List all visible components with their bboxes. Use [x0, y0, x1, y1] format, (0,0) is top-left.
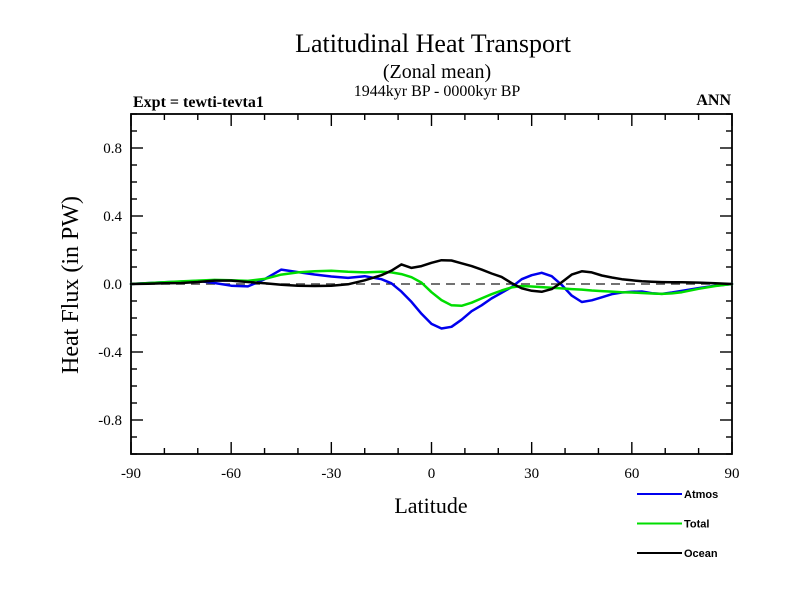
y-tick-label: -0.4 — [98, 345, 122, 361]
x-tick-label: -60 — [221, 466, 242, 482]
x-tick-label: 60 — [624, 466, 640, 482]
series-line-ocean — [131, 260, 732, 292]
chart-subtitle: (Zonal mean) — [382, 61, 492, 83]
x-tick-label: 30 — [524, 466, 540, 482]
x-axis-title: Latitude — [394, 493, 468, 518]
legend-item-total — [637, 519, 709, 531]
chart-period-label: 1944kyr BP - 0000kyr BP — [353, 83, 521, 100]
y-tick-label: 0.8 — [103, 141, 122, 157]
series-line-atmos — [131, 270, 732, 329]
legend-label-ocean: Ocean — [684, 548, 718, 560]
legend-item-atmos — [637, 489, 718, 501]
plot-area — [98, 114, 739, 482]
y-tick-label: 0.4 — [103, 209, 122, 225]
x-tick-label: 0 — [427, 466, 436, 482]
experiment-label: Expt = tewti-tevta1 — [133, 94, 264, 111]
legend-item-ocean — [637, 548, 718, 560]
legend-label-atmos: Atmos — [684, 489, 719, 501]
x-tick-label: -90 — [121, 466, 141, 482]
y-tick-label: 0.0 — [103, 277, 122, 293]
season-label: ANN — [696, 92, 731, 109]
chart-title: Latitudinal Heat Transport — [295, 29, 571, 58]
x-tick-label: 90 — [724, 466, 740, 482]
y-axis-title: Heat Flux (in PW) — [58, 196, 84, 374]
y-tick-label: -0.8 — [98, 413, 122, 429]
series-line-total — [131, 271, 732, 306]
legend — [637, 489, 718, 560]
x-tick-label: -30 — [321, 466, 342, 482]
legend-label-total: Total — [684, 518, 710, 531]
